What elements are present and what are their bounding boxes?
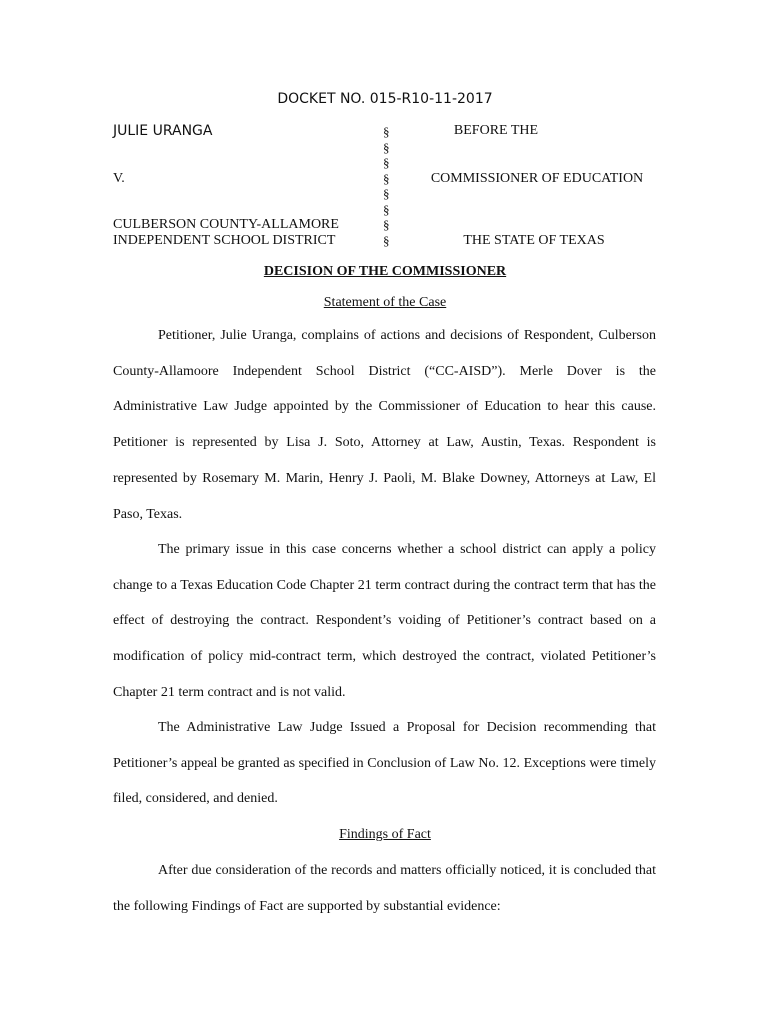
caption-commissioner: COMMISSIONER OF EDUCATION: [430, 171, 644, 186]
paragraph-proposal: The Administrative Law Judge Issued a Proposal for Decision recommending that Petitioner’s appeal be granted as specified in Conclusion of Law No. 12. Exceptions were timely filed, considered, and denied.: [113, 720, 656, 807]
caption-respondent-line2: INDEPENDENT SCHOOL DISTRICT: [113, 233, 336, 248]
paragraph-issue: The primary issue in this case concerns whether a school district can apply a policy change to a Texas Education Code Chapter 21 term contract during the contract term that has the effect of destroying the contract. Respondent’s voiding of Petitioner’s contract based on a modification of policy mid-contract term, which destroyed the contract, violated Petitioner’s Chapter 21 term contract and is not valid.: [113, 542, 656, 700]
caption-versus: V.: [113, 171, 125, 186]
paragraph-parties: Petitioner, Julie Uranga, complains of actions and decisions of Respondent, Culberson County-Allamoore Independent School District (“CC-AISD”). Merle Dover is the Administrative Law Judge appointed by the Commissioner of Education to hear this cause. Petitioner is represented by Lisa J. Soto, Attorney at Law, Austin, Texas. Respondent is represented by Rosemary M. Marin, Henry J. Paoli, M. Blake Downey, Attorneys at Law, El Paso, Texas.: [113, 328, 656, 522]
findings-heading: Findings of Fact: [339, 827, 431, 842]
decision-title: DECISION OF THE COMMISSIONER: [263, 264, 507, 279]
section-mark: §: [383, 186, 390, 201]
section-mark: §: [383, 155, 390, 170]
section-mark: §: [383, 139, 390, 155]
caption-before-the: BEFORE THE: [453, 123, 539, 138]
section-mark: §: [383, 170, 390, 186]
section-mark: §: [383, 217, 390, 232]
caption-respondent-line1: CULBERSON COUNTY-ALLAMORE: [113, 217, 339, 232]
section-mark: §: [383, 201, 390, 217]
caption-state-of-texas: THE STATE OF TEXAS: [463, 233, 605, 248]
caption-petitioner: JULIE URANGA: [113, 123, 213, 139]
section-mark: §: [383, 232, 390, 248]
section-mark: §: [383, 124, 390, 139]
paragraph-findings-intro: After due consideration of the records and matters officially noticed, it is concluded that the following Findings of Fact are supported by substantial evidence:: [113, 863, 656, 914]
statement-heading: Statement of the Case: [323, 295, 447, 310]
docket-number: DOCKET NO. 015-R10-11-2017: [277, 91, 493, 107]
